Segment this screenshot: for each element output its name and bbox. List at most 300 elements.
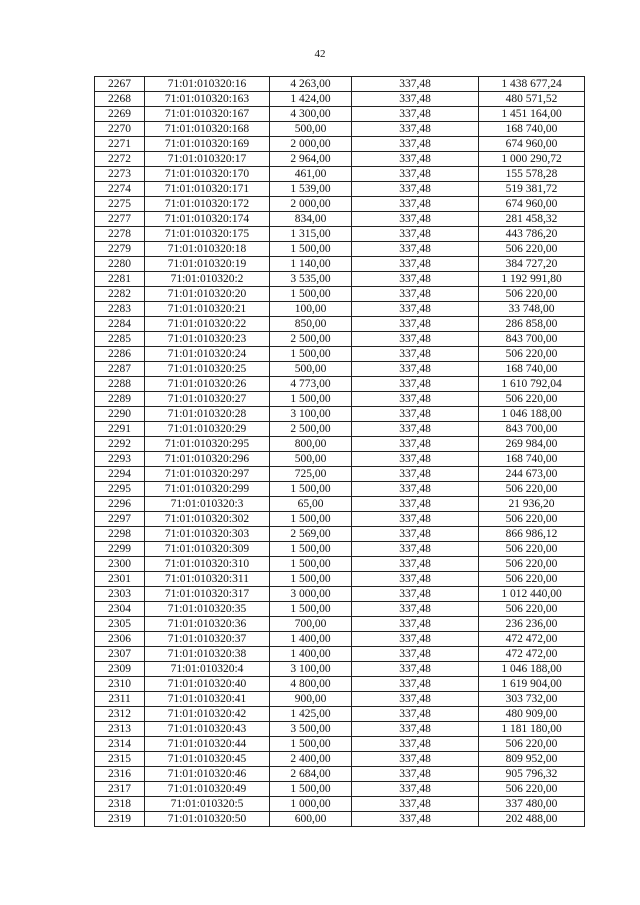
area-cell: 461,00 bbox=[270, 167, 352, 182]
area-cell: 1 400,00 bbox=[270, 647, 352, 662]
cadastral-number-cell: 71:01:010320:40 bbox=[145, 677, 270, 692]
table-row bbox=[95, 767, 585, 782]
cadastral-number-cell: 71:01:010320:35 bbox=[145, 602, 270, 617]
cadastral-value-cell: 1 610 792,04 bbox=[479, 377, 585, 392]
cadastral-number-cell: 71:01:010320:36 bbox=[145, 617, 270, 632]
area-cell: 1 424,00 bbox=[270, 92, 352, 107]
table-row bbox=[95, 377, 585, 392]
specific-value-cell: 337,48 bbox=[352, 197, 479, 212]
cadastral-value-cell: 303 732,00 bbox=[479, 692, 585, 707]
specific-value-cell: 337,48 bbox=[352, 722, 479, 737]
table-row bbox=[95, 602, 585, 617]
table-row bbox=[95, 512, 585, 527]
table-row bbox=[95, 662, 585, 677]
area-cell: 1 500,00 bbox=[270, 392, 352, 407]
table-row bbox=[95, 362, 585, 377]
table-row bbox=[95, 557, 585, 572]
specific-value-cell: 337,48 bbox=[352, 242, 479, 257]
cadastral-value-cell: 1 012 440,00 bbox=[479, 587, 585, 602]
cadastral-number-cell: 71:01:010320:16 bbox=[145, 77, 270, 92]
row-number-cell: 2307 bbox=[95, 647, 145, 662]
area-cell: 1 500,00 bbox=[270, 482, 352, 497]
specific-value-cell: 337,48 bbox=[352, 572, 479, 587]
area-cell: 1 140,00 bbox=[270, 257, 352, 272]
area-cell: 3 100,00 bbox=[270, 407, 352, 422]
specific-value-cell: 337,48 bbox=[352, 527, 479, 542]
specific-value-cell: 337,48 bbox=[352, 92, 479, 107]
area-cell: 1 500,00 bbox=[270, 242, 352, 257]
area-cell: 65,00 bbox=[270, 497, 352, 512]
specific-value-cell: 337,48 bbox=[352, 317, 479, 332]
cadastral-number-cell: 71:01:010320:41 bbox=[145, 692, 270, 707]
cadastral-value-cell: 519 381,72 bbox=[479, 182, 585, 197]
cadastral-value-cell: 337 480,00 bbox=[479, 797, 585, 812]
area-cell: 4 300,00 bbox=[270, 107, 352, 122]
specific-value-cell: 337,48 bbox=[352, 137, 479, 152]
area-cell: 1 000,00 bbox=[270, 797, 352, 812]
cadastral-value-cell: 809 952,00 bbox=[479, 752, 585, 767]
cadastral-value-cell: 506 220,00 bbox=[479, 392, 585, 407]
row-number-cell: 2309 bbox=[95, 662, 145, 677]
specific-value-cell: 337,48 bbox=[352, 602, 479, 617]
specific-value-cell: 337,48 bbox=[352, 692, 479, 707]
specific-value-cell: 337,48 bbox=[352, 347, 479, 362]
row-number-cell: 2301 bbox=[95, 572, 145, 587]
table-row bbox=[95, 152, 585, 167]
specific-value-cell: 337,48 bbox=[352, 647, 479, 662]
area-cell: 700,00 bbox=[270, 617, 352, 632]
table-row bbox=[95, 497, 585, 512]
cadastral-number-cell: 71:01:010320:295 bbox=[145, 437, 270, 452]
row-number-cell: 2311 bbox=[95, 692, 145, 707]
cadastral-number-cell: 71:01:010320:163 bbox=[145, 92, 270, 107]
area-cell: 3 535,00 bbox=[270, 272, 352, 287]
row-number-cell: 2303 bbox=[95, 587, 145, 602]
cadastral-value-cell: 506 220,00 bbox=[479, 242, 585, 257]
cadastral-value-cell: 506 220,00 bbox=[479, 542, 585, 557]
specific-value-cell: 337,48 bbox=[352, 437, 479, 452]
cadastral-value-cell: 168 740,00 bbox=[479, 452, 585, 467]
area-cell: 800,00 bbox=[270, 437, 352, 452]
area-cell: 834,00 bbox=[270, 212, 352, 227]
cadastral-value-cell: 843 700,00 bbox=[479, 332, 585, 347]
area-cell: 3 100,00 bbox=[270, 662, 352, 677]
specific-value-cell: 337,48 bbox=[352, 677, 479, 692]
area-cell: 500,00 bbox=[270, 362, 352, 377]
cadastral-value-cell: 472 472,00 bbox=[479, 632, 585, 647]
cadastral-number-cell: 71:01:010320:5 bbox=[145, 797, 270, 812]
cadastral-number-cell: 71:01:010320:18 bbox=[145, 242, 270, 257]
row-number-cell: 2310 bbox=[95, 677, 145, 692]
cadastral-number-cell: 71:01:010320:303 bbox=[145, 527, 270, 542]
specific-value-cell: 337,48 bbox=[352, 377, 479, 392]
row-number-cell: 2274 bbox=[95, 182, 145, 197]
row-number-cell: 2299 bbox=[95, 542, 145, 557]
cadastral-value-cell: 384 727,20 bbox=[479, 257, 585, 272]
cadastral-number-cell: 71:01:010320:167 bbox=[145, 107, 270, 122]
area-cell: 100,00 bbox=[270, 302, 352, 317]
area-cell: 2 684,00 bbox=[270, 767, 352, 782]
table-row bbox=[95, 782, 585, 797]
table-row bbox=[95, 182, 585, 197]
area-cell: 1 500,00 bbox=[270, 347, 352, 362]
specific-value-cell: 337,48 bbox=[352, 122, 479, 137]
area-cell: 900,00 bbox=[270, 692, 352, 707]
cadastral-number-cell: 71:01:010320:172 bbox=[145, 197, 270, 212]
cadastral-number-cell: 71:01:010320:22 bbox=[145, 317, 270, 332]
specific-value-cell: 337,48 bbox=[352, 707, 479, 722]
row-number-cell: 2273 bbox=[95, 167, 145, 182]
row-number-cell: 2295 bbox=[95, 482, 145, 497]
cadastral-value-cell: 674 960,00 bbox=[479, 137, 585, 152]
area-cell: 1 500,00 bbox=[270, 287, 352, 302]
cadastral-value-cell: 506 220,00 bbox=[479, 557, 585, 572]
cadastral-value-cell: 866 986,12 bbox=[479, 527, 585, 542]
cadastral-number-cell: 71:01:010320:38 bbox=[145, 647, 270, 662]
table-row bbox=[95, 482, 585, 497]
specific-value-cell: 337,48 bbox=[352, 557, 479, 572]
table-row bbox=[95, 752, 585, 767]
area-cell: 1 500,00 bbox=[270, 572, 352, 587]
row-number-cell: 2278 bbox=[95, 227, 145, 242]
row-number-cell: 2312 bbox=[95, 707, 145, 722]
cadastral-value-cell: 21 936,20 bbox=[479, 497, 585, 512]
specific-value-cell: 337,48 bbox=[352, 452, 479, 467]
cadastral-number-cell: 71:01:010320:45 bbox=[145, 752, 270, 767]
cadastral-number-cell: 71:01:010320:20 bbox=[145, 287, 270, 302]
table-row bbox=[95, 272, 585, 287]
table-row bbox=[95, 542, 585, 557]
area-cell: 4 800,00 bbox=[270, 677, 352, 692]
area-cell: 3 500,00 bbox=[270, 722, 352, 737]
specific-value-cell: 337,48 bbox=[352, 422, 479, 437]
table-row bbox=[95, 647, 585, 662]
area-cell: 850,00 bbox=[270, 317, 352, 332]
row-number-cell: 2283 bbox=[95, 302, 145, 317]
cadastral-number-cell: 71:01:010320:19 bbox=[145, 257, 270, 272]
row-number-cell: 2275 bbox=[95, 197, 145, 212]
row-number-cell: 2284 bbox=[95, 317, 145, 332]
area-cell: 1 500,00 bbox=[270, 602, 352, 617]
row-number-cell: 2285 bbox=[95, 332, 145, 347]
cadastral-value-cell: 674 960,00 bbox=[479, 197, 585, 212]
cadastral-value-cell: 506 220,00 bbox=[479, 782, 585, 797]
table-row bbox=[95, 527, 585, 542]
area-cell: 1 500,00 bbox=[270, 737, 352, 752]
page-number: 42 bbox=[314, 48, 326, 60]
cadastral-value-table bbox=[94, 76, 585, 827]
area-cell: 1 500,00 bbox=[270, 512, 352, 527]
table-row bbox=[95, 122, 585, 137]
table-row bbox=[95, 452, 585, 467]
cadastral-value-cell: 236 236,00 bbox=[479, 617, 585, 632]
table-row bbox=[95, 707, 585, 722]
table-row bbox=[95, 212, 585, 227]
cadastral-number-cell: 71:01:010320:21 bbox=[145, 302, 270, 317]
cadastral-number-cell: 71:01:010320:25 bbox=[145, 362, 270, 377]
table-row bbox=[95, 92, 585, 107]
cadastral-number-cell: 71:01:010320:175 bbox=[145, 227, 270, 242]
cadastral-value-cell: 1 619 904,00 bbox=[479, 677, 585, 692]
cadastral-value-cell: 155 578,28 bbox=[479, 167, 585, 182]
row-number-cell: 2305 bbox=[95, 617, 145, 632]
specific-value-cell: 337,48 bbox=[352, 737, 479, 752]
row-number-cell: 2304 bbox=[95, 602, 145, 617]
specific-value-cell: 337,48 bbox=[352, 257, 479, 272]
row-number-cell: 2296 bbox=[95, 497, 145, 512]
area-cell: 1 400,00 bbox=[270, 632, 352, 647]
row-number-cell: 2277 bbox=[95, 212, 145, 227]
cadastral-number-cell: 71:01:010320:302 bbox=[145, 512, 270, 527]
table-row bbox=[95, 392, 585, 407]
area-cell: 1 315,00 bbox=[270, 227, 352, 242]
area-cell: 2 000,00 bbox=[270, 197, 352, 212]
specific-value-cell: 337,48 bbox=[352, 542, 479, 557]
cadastral-number-cell: 71:01:010320:171 bbox=[145, 182, 270, 197]
row-number-cell: 2292 bbox=[95, 437, 145, 452]
table-row bbox=[95, 167, 585, 182]
specific-value-cell: 337,48 bbox=[352, 782, 479, 797]
cadastral-value-cell: 506 220,00 bbox=[479, 737, 585, 752]
area-cell: 1 539,00 bbox=[270, 182, 352, 197]
table-row bbox=[95, 347, 585, 362]
cadastral-number-cell: 71:01:010320:42 bbox=[145, 707, 270, 722]
row-number-cell: 2314 bbox=[95, 737, 145, 752]
row-number-cell: 2280 bbox=[95, 257, 145, 272]
table-row bbox=[95, 77, 585, 92]
table-row bbox=[95, 437, 585, 452]
area-cell: 500,00 bbox=[270, 452, 352, 467]
table-row bbox=[95, 722, 585, 737]
cadastral-value-cell: 168 740,00 bbox=[479, 362, 585, 377]
specific-value-cell: 337,48 bbox=[352, 392, 479, 407]
cadastral-number-cell: 71:01:010320:3 bbox=[145, 497, 270, 512]
area-cell: 4 773,00 bbox=[270, 377, 352, 392]
cadastral-number-cell: 71:01:010320:309 bbox=[145, 542, 270, 557]
area-cell: 1 500,00 bbox=[270, 782, 352, 797]
table-body bbox=[95, 77, 585, 827]
specific-value-cell: 337,48 bbox=[352, 362, 479, 377]
table-row bbox=[95, 242, 585, 257]
cadastral-value-cell: 269 984,00 bbox=[479, 437, 585, 452]
cadastral-value-cell: 443 786,20 bbox=[479, 227, 585, 242]
area-cell: 2 500,00 bbox=[270, 422, 352, 437]
specific-value-cell: 337,48 bbox=[352, 152, 479, 167]
table-row bbox=[95, 797, 585, 812]
row-number-cell: 2317 bbox=[95, 782, 145, 797]
row-number-cell: 2298 bbox=[95, 527, 145, 542]
row-number-cell: 2288 bbox=[95, 377, 145, 392]
area-cell: 1 500,00 bbox=[270, 557, 352, 572]
row-number-cell: 2270 bbox=[95, 122, 145, 137]
specific-value-cell: 337,48 bbox=[352, 272, 479, 287]
cadastral-value-cell: 286 858,00 bbox=[479, 317, 585, 332]
cadastral-number-cell: 71:01:010320:310 bbox=[145, 557, 270, 572]
cadastral-number-cell: 71:01:010320:37 bbox=[145, 632, 270, 647]
cadastral-value-cell: 506 220,00 bbox=[479, 347, 585, 362]
table-row bbox=[95, 197, 585, 212]
table-row bbox=[95, 677, 585, 692]
table-row bbox=[95, 467, 585, 482]
area-cell: 2 000,00 bbox=[270, 137, 352, 152]
cadastral-number-cell: 71:01:010320:29 bbox=[145, 422, 270, 437]
cadastral-number-cell: 71:01:010320:299 bbox=[145, 482, 270, 497]
table-row bbox=[95, 302, 585, 317]
cadastral-number-cell: 71:01:010320:2 bbox=[145, 272, 270, 287]
cadastral-number-cell: 71:01:010320:17 bbox=[145, 152, 270, 167]
specific-value-cell: 337,48 bbox=[352, 302, 479, 317]
cadastral-value-cell: 1 451 164,00 bbox=[479, 107, 585, 122]
area-cell: 500,00 bbox=[270, 122, 352, 137]
specific-value-cell: 337,48 bbox=[352, 107, 479, 122]
cadastral-number-cell: 71:01:010320:317 bbox=[145, 587, 270, 602]
row-number-cell: 2306 bbox=[95, 632, 145, 647]
area-cell: 2 500,00 bbox=[270, 332, 352, 347]
table-row bbox=[95, 812, 585, 827]
cadastral-value-cell: 244 673,00 bbox=[479, 467, 585, 482]
row-number-cell: 2291 bbox=[95, 422, 145, 437]
row-number-cell: 2293 bbox=[95, 452, 145, 467]
cadastral-number-cell: 71:01:010320:44 bbox=[145, 737, 270, 752]
row-number-cell: 2271 bbox=[95, 137, 145, 152]
table-row bbox=[95, 227, 585, 242]
cadastral-number-cell: 71:01:010320:28 bbox=[145, 407, 270, 422]
cadastral-number-cell: 71:01:010320:43 bbox=[145, 722, 270, 737]
row-number-cell: 2287 bbox=[95, 362, 145, 377]
specific-value-cell: 337,48 bbox=[352, 407, 479, 422]
row-number-cell: 2279 bbox=[95, 242, 145, 257]
row-number-cell: 2315 bbox=[95, 752, 145, 767]
cadastral-number-cell: 71:01:010320:170 bbox=[145, 167, 270, 182]
cadastral-value-cell: 1 181 180,00 bbox=[479, 722, 585, 737]
cadastral-value-cell: 480 571,52 bbox=[479, 92, 585, 107]
cadastral-value-cell: 472 472,00 bbox=[479, 647, 585, 662]
specific-value-cell: 337,48 bbox=[352, 182, 479, 197]
row-number-cell: 2294 bbox=[95, 467, 145, 482]
cadastral-value-cell: 1 438 677,24 bbox=[479, 77, 585, 92]
row-number-cell: 2297 bbox=[95, 512, 145, 527]
row-number-cell: 2281 bbox=[95, 272, 145, 287]
cadastral-number-cell: 71:01:010320:174 bbox=[145, 212, 270, 227]
cadastral-value-cell: 1 192 991,80 bbox=[479, 272, 585, 287]
row-number-cell: 2300 bbox=[95, 557, 145, 572]
row-number-cell: 2267 bbox=[95, 77, 145, 92]
specific-value-cell: 337,48 bbox=[352, 632, 479, 647]
table-row bbox=[95, 692, 585, 707]
cadastral-number-cell: 71:01:010320:50 bbox=[145, 812, 270, 827]
cadastral-value-cell: 506 220,00 bbox=[479, 287, 585, 302]
cadastral-number-cell: 71:01:010320:4 bbox=[145, 662, 270, 677]
row-number-cell: 2286 bbox=[95, 347, 145, 362]
specific-value-cell: 337,48 bbox=[352, 767, 479, 782]
row-number-cell: 2272 bbox=[95, 152, 145, 167]
cadastral-value-cell: 281 458,32 bbox=[479, 212, 585, 227]
table-row bbox=[95, 587, 585, 602]
specific-value-cell: 337,48 bbox=[352, 287, 479, 302]
cadastral-value-cell: 202 488,00 bbox=[479, 812, 585, 827]
specific-value-cell: 337,48 bbox=[352, 167, 479, 182]
specific-value-cell: 337,48 bbox=[352, 617, 479, 632]
row-number-cell: 2313 bbox=[95, 722, 145, 737]
row-number-cell: 2290 bbox=[95, 407, 145, 422]
cadastral-value-cell: 506 220,00 bbox=[479, 482, 585, 497]
area-cell: 3 000,00 bbox=[270, 587, 352, 602]
row-number-cell: 2316 bbox=[95, 767, 145, 782]
cadastral-number-cell: 71:01:010320:49 bbox=[145, 782, 270, 797]
specific-value-cell: 337,48 bbox=[352, 482, 479, 497]
table-row bbox=[95, 737, 585, 752]
specific-value-cell: 337,48 bbox=[352, 467, 479, 482]
row-number-cell: 2318 bbox=[95, 797, 145, 812]
table-row bbox=[95, 107, 585, 122]
table-row bbox=[95, 332, 585, 347]
cadastral-number-cell: 71:01:010320:168 bbox=[145, 122, 270, 137]
cadastral-number-cell: 71:01:010320:169 bbox=[145, 137, 270, 152]
specific-value-cell: 337,48 bbox=[352, 812, 479, 827]
cadastral-value-cell: 905 796,32 bbox=[479, 767, 585, 782]
cadastral-value-cell: 506 220,00 bbox=[479, 512, 585, 527]
row-number-cell: 2289 bbox=[95, 392, 145, 407]
row-number-cell: 2282 bbox=[95, 287, 145, 302]
cadastral-value-cell: 506 220,00 bbox=[479, 602, 585, 617]
table-row bbox=[95, 317, 585, 332]
cadastral-value-cell: 480 909,00 bbox=[479, 707, 585, 722]
specific-value-cell: 337,48 bbox=[352, 752, 479, 767]
cadastral-number-cell: 71:01:010320:27 bbox=[145, 392, 270, 407]
area-cell: 4 263,00 bbox=[270, 77, 352, 92]
specific-value-cell: 337,48 bbox=[352, 77, 479, 92]
table-row bbox=[95, 617, 585, 632]
area-cell: 1 500,00 bbox=[270, 542, 352, 557]
area-cell: 2 400,00 bbox=[270, 752, 352, 767]
cadastral-value-cell: 33 748,00 bbox=[479, 302, 585, 317]
specific-value-cell: 337,48 bbox=[352, 497, 479, 512]
cadastral-value-cell: 1 046 188,00 bbox=[479, 662, 585, 677]
table-row bbox=[95, 572, 585, 587]
cadastral-value-cell: 506 220,00 bbox=[479, 572, 585, 587]
area-cell: 600,00 bbox=[270, 812, 352, 827]
table-row bbox=[95, 407, 585, 422]
cadastral-number-cell: 71:01:010320:24 bbox=[145, 347, 270, 362]
specific-value-cell: 337,48 bbox=[352, 662, 479, 677]
row-number-cell: 2319 bbox=[95, 812, 145, 827]
area-cell: 1 425,00 bbox=[270, 707, 352, 722]
table-row bbox=[95, 632, 585, 647]
table-row bbox=[95, 257, 585, 272]
area-cell: 2 569,00 bbox=[270, 527, 352, 542]
cadastral-value-cell: 1 000 290,72 bbox=[479, 152, 585, 167]
area-cell: 2 964,00 bbox=[270, 152, 352, 167]
area-cell: 725,00 bbox=[270, 467, 352, 482]
cadastral-number-cell: 71:01:010320:296 bbox=[145, 452, 270, 467]
table-row bbox=[95, 137, 585, 152]
cadastral-number-cell: 71:01:010320:26 bbox=[145, 377, 270, 392]
cadastral-number-cell: 71:01:010320:297 bbox=[145, 467, 270, 482]
specific-value-cell: 337,48 bbox=[352, 227, 479, 242]
table-row bbox=[95, 422, 585, 437]
specific-value-cell: 337,48 bbox=[352, 332, 479, 347]
cadastral-value-cell: 1 046 188,00 bbox=[479, 407, 585, 422]
specific-value-cell: 337,48 bbox=[352, 797, 479, 812]
cadastral-value-cell: 168 740,00 bbox=[479, 122, 585, 137]
row-number-cell: 2268 bbox=[95, 92, 145, 107]
specific-value-cell: 337,48 bbox=[352, 587, 479, 602]
cadastral-number-cell: 71:01:010320:46 bbox=[145, 767, 270, 782]
cadastral-value-cell: 843 700,00 bbox=[479, 422, 585, 437]
specific-value-cell: 337,48 bbox=[352, 212, 479, 227]
table-row bbox=[95, 287, 585, 302]
row-number-cell: 2269 bbox=[95, 107, 145, 122]
